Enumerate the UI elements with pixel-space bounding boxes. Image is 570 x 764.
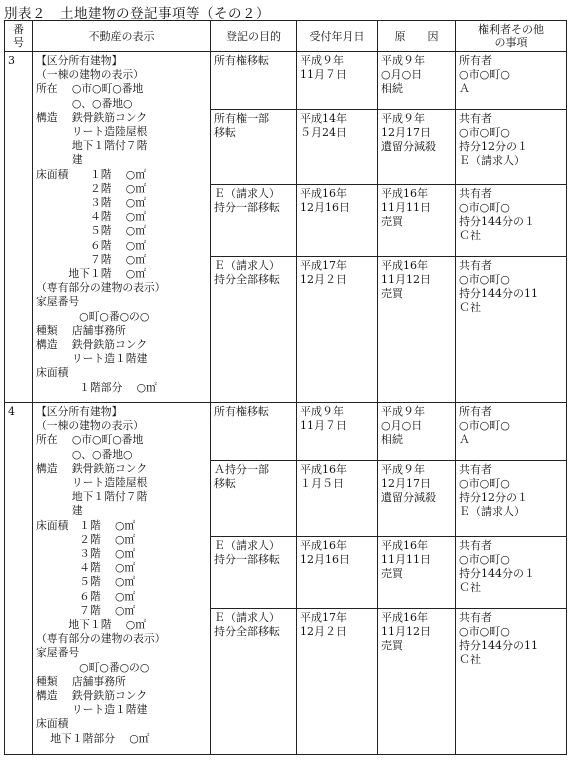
registration-purpose: Ｅ（請求人） 持分全部移転 (211, 609, 297, 755)
receipt-date: 平成９年 11月７日 (297, 52, 378, 110)
property-description: 【区分所有建物】 （一棟の建物の表示） 所在 ○市○町○番地 ○、○番地○ 構造 鉄骨鉄筋コンク リート造陸屋根 地下１階付７階 建 床面積 １階 ○㎡ ２階 ○㎡ ３階 ○㎡ ４階 ○㎡ ５階 ○㎡ ６階 ○㎡ ７階 ○㎡ 地下１階 ○㎡ （専有部分の建物の表示） 家屋番号 ○町○番○の○ 種類 店舗事務所 構造 鉄骨鉄筋コンク リート造１階建 床面積 １階部分 ○㎡ (33, 52, 211, 403)
cause: 平成９年 12月17日 遺留分減殺 (378, 461, 456, 537)
registration-purpose: 所有権移転 (211, 403, 297, 461)
table-row (5, 52, 567, 110)
receipt-date: 平成16年 12月16日 (297, 185, 378, 257)
header-property: 不動産の表示 (33, 21, 211, 52)
cause: 平成９年 ○月○日 相続 (378, 403, 456, 461)
receipt-date: 平成14年 ５月24日 (297, 110, 378, 185)
rights-holder: 共有者 ○市○町○ 持分144分の11 Ｃ社 (456, 257, 567, 403)
header-holder: 権利者その他 の事項 (456, 21, 567, 52)
registration-purpose: Ｅ（請求人） 持分一部移転 (211, 185, 297, 257)
registration-purpose: 所有権移転 (211, 52, 297, 110)
cause: 平成９年 12月17日 遺留分減殺 (378, 110, 456, 185)
header-cause: 原 因 (378, 21, 456, 52)
rights-holder: 共有者 ○市○町○ 持分12分の１ Ｅ（請求人） (456, 461, 567, 537)
receipt-date: 平成16年 12月16日 (297, 537, 378, 609)
table-header-row (5, 21, 567, 52)
header-purpose: 登記の目的 (211, 21, 297, 52)
receipt-date: 平成９年 11月７日 (297, 403, 378, 461)
header-no: 番 号 (5, 21, 33, 52)
header-date: 受付年月日 (297, 21, 378, 52)
registration-purpose: Ｅ（請求人） 持分一部移転 (211, 537, 297, 609)
property-description: 【区分所有建物】 （一棟の建物の表示） 所在 ○市○町○番地 ○、○番地○ 構造 鉄骨鉄筋コンク リート造陸屋根 地下１階付７階 建 床面積 １階 ○㎡ ２階 ○㎡ ３階 ○㎡ ４階 ○㎡ ５階 ○㎡ ６階 ○㎡ ７階 ○㎡ 地下１階 ○㎡ （専有部分の建物の表示） 家屋番号 ○町○番○の○ 種類 店舗事務所 構造 鉄骨鉄筋コンク リート造１階建 床面積 地下１階部分 ○㎡ (33, 403, 211, 755)
receipt-date: 平成16年 １月５日 (297, 461, 378, 537)
table-row (5, 403, 567, 461)
rights-holder: 所有者 ○市○町○ Ａ (456, 52, 567, 110)
rights-holder: 共有者 ○市○町○ 持分144分の１ Ｃ社 (456, 537, 567, 609)
rights-holder: 共有者 ○市○町○ 持分144分の11 Ｃ社 (456, 609, 567, 755)
registration-purpose: Ａ持分一部 移転 (211, 461, 297, 537)
cause: 平成16年 11月12日 売買 (378, 257, 456, 403)
registration-purpose: Ｅ（請求人） 持分全部移転 (211, 257, 297, 403)
receipt-date: 平成17年 12月２日 (297, 609, 378, 755)
rights-holder: 共有者 ○市○町○ 持分144分の１ Ｃ社 (456, 185, 567, 257)
cause: 平成９年 ○月○日 相続 (378, 52, 456, 110)
receipt-date: 平成17年 12月２日 (297, 257, 378, 403)
registration-purpose: 所有権一部 移転 (211, 110, 297, 185)
rights-holder: 所有者 ○市○町○ Ａ (456, 403, 567, 461)
registration-table (4, 20, 567, 755)
cause: 平成16年 11月11日 売買 (378, 537, 456, 609)
page-title: 別表２ 土地建物の登記事項等（その２） (4, 6, 270, 22)
row-number: 4 (5, 403, 33, 755)
rights-holder: 共有者 ○市○町○ 持分12分の１ Ｅ（請求人） (456, 110, 567, 185)
row-number: 3 (5, 52, 33, 403)
cause: 平成16年 11月12日 売買 (378, 609, 456, 755)
cause: 平成16年 11月11日 売買 (378, 185, 456, 257)
